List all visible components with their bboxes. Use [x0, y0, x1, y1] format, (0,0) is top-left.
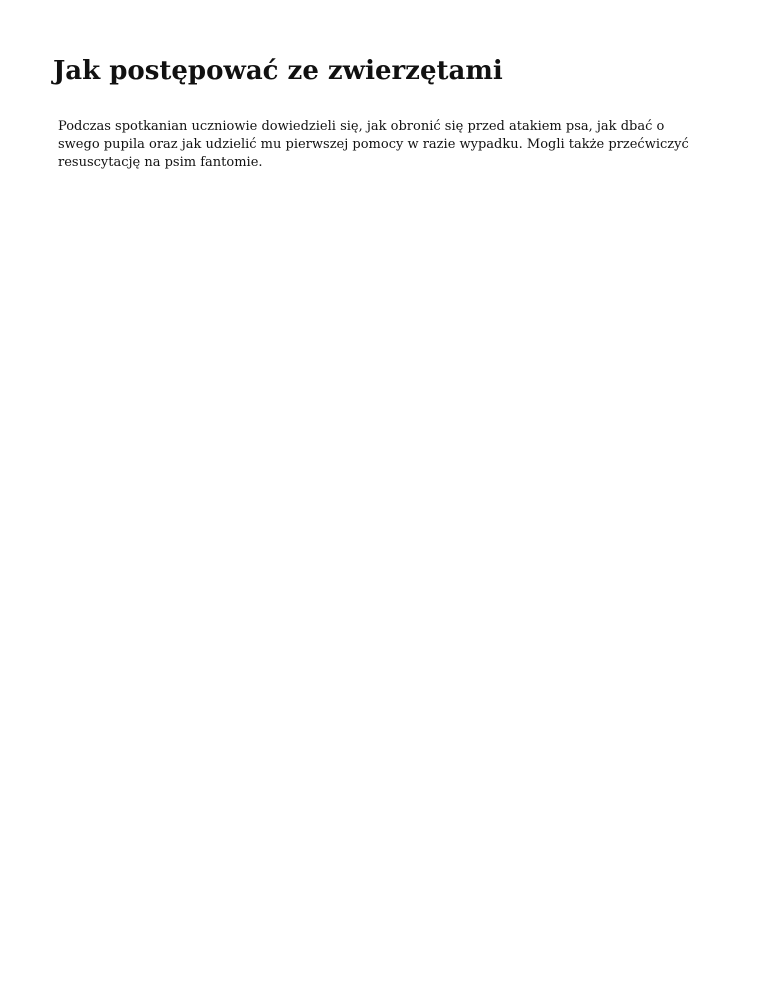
page-title: Jak postępować ze zwierzętami: [53, 56, 503, 86]
body-paragraph: Podczas spotkanian uczniowie dowiedzieli się, jak obronić się przed atakiem psa, jak dbać o swego pupila oraz jak udzielić mu pierwszej pomocy w razie wypadku. Mogli także przećwiczyć resuscytację na psim fantomie.: [58, 119, 689, 170]
